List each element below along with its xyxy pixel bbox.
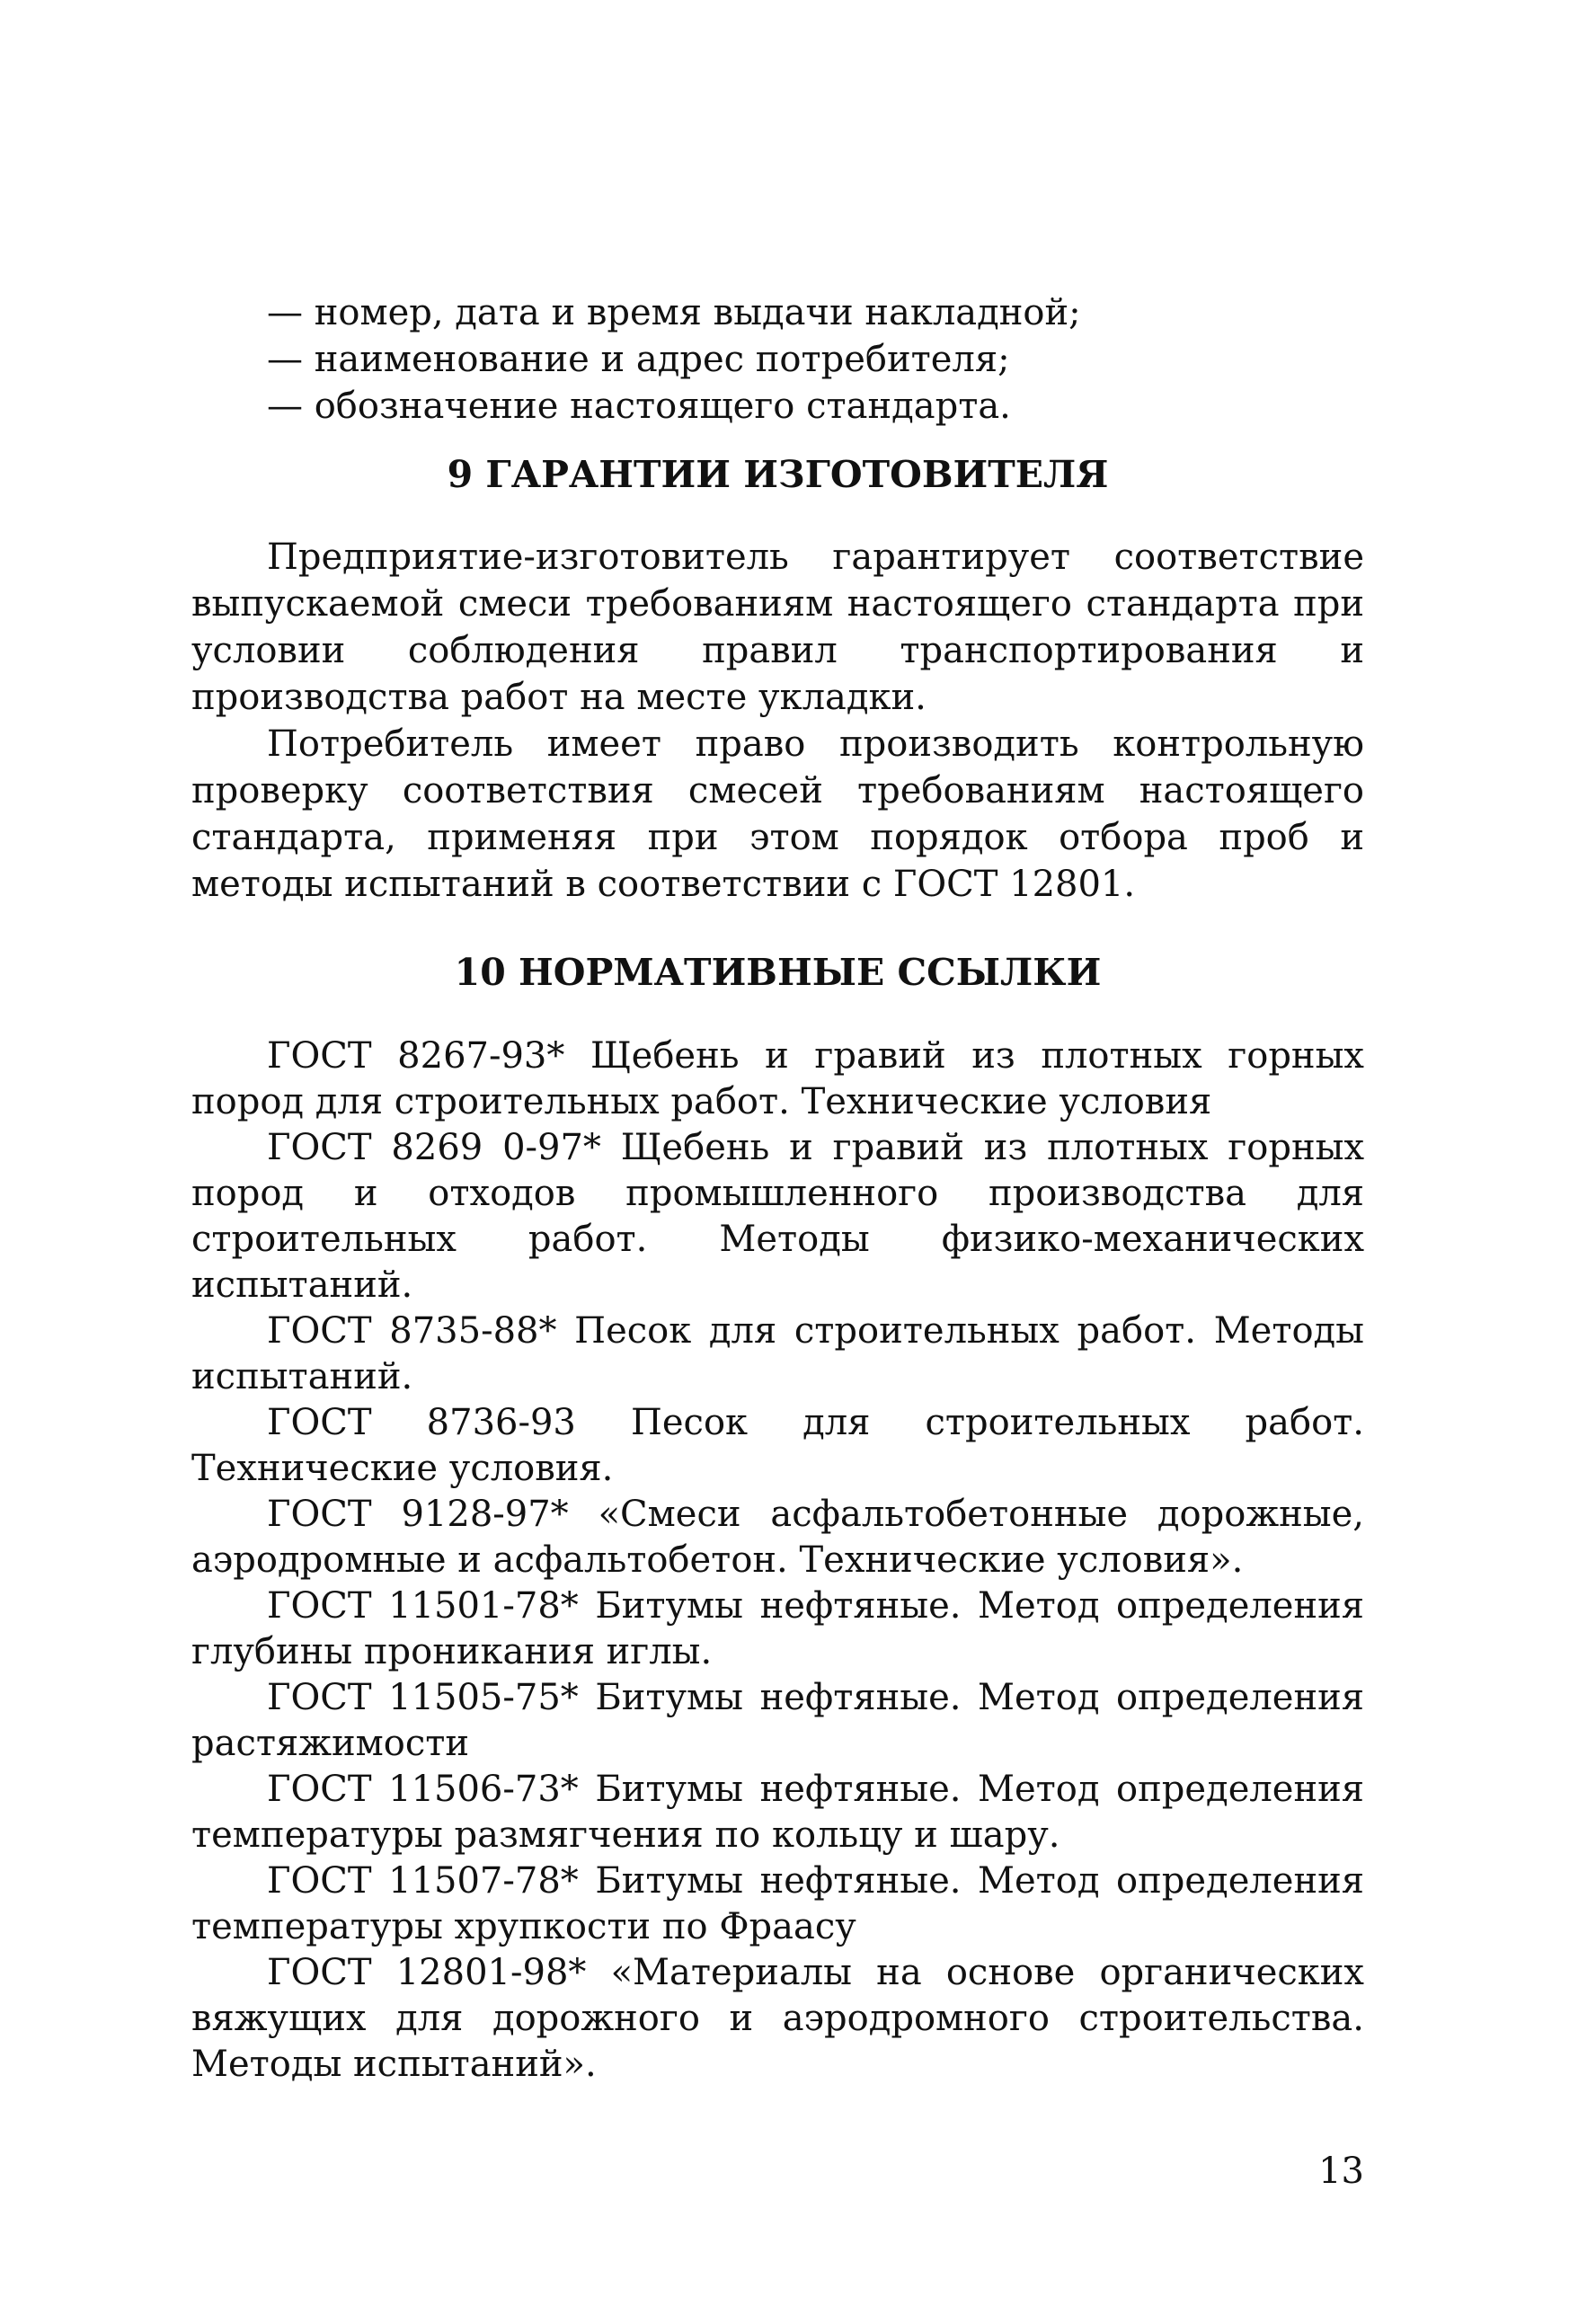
reference-item: ГОСТ 8267-93* Щебень и гравий из плотных горных пород для строительных работ. Технические условия — [191, 1035, 1364, 1122]
reference-item: ГОСТ 12801-98* «Материалы на основе органических вяжущих для дорожного и аэродромного строительства. Методы испытаний». — [191, 1952, 1364, 2085]
reference-item: ГОСТ 11501-78* Битумы нефтяные. Метод определения глубины проникания иглы. — [191, 1585, 1364, 1672]
section-9-paragraph: Предприятие-изготовитель гарантирует соответствие выпускаемой смеси требованиям настоящего стандарта при условии соблюдения правил транспортирования и производства работ на месте укладки. — [191, 537, 1364, 718]
reference-item: ГОСТ 11505-75* Битумы нефтяные. Метод определения растяжимости — [191, 1677, 1364, 1764]
section-10-heading: 10 НОРМАТИВНЫЕ ССЫЛКИ — [454, 951, 1102, 994]
reference-item: ГОСТ 11506-73* Битумы нефтяные. Метод определения температуры размягчения по кольцу и шару. — [191, 1769, 1364, 1856]
section-9-heading: 9 ГАРАНТИИ ИЗГОТОВИТЕЛЯ — [447, 453, 1109, 496]
list-item: — обозначение настоящего стандарта. — [267, 386, 1011, 427]
reference-item: ГОСТ 11507-78* Битумы нефтяные. Метод определения температуры хрупкости по Фраасу — [191, 1860, 1364, 1947]
text-column — [191, 289, 1364, 2088]
normative-references-list — [191, 1033, 1364, 2088]
list-item: — номер, дата и время выдачи накладной; — [267, 292, 1081, 333]
page-number: 13 — [1318, 2151, 1364, 2192]
reference-item: ГОСТ 8736-93 Песок для строительных работ. Технические условия. — [191, 1402, 1364, 1489]
list-item: — наименование и адрес потребителя; — [267, 339, 1010, 380]
section-9-paragraph: Потребитель имеет право производить контрольную проверку соответствия смесей требованиям настоящего стандарта, применяя при этом порядок отбора проб и методы испытаний в соответствии с ГОСТ 12801. — [191, 723, 1364, 905]
delivery-note-list — [191, 289, 1364, 430]
reference-item: ГОСТ 8269 0-97* Щебень и гравий из плотных горных пород и отходов промышленного производства для строительных работ. Методы физико-механических испытаний. — [191, 1127, 1364, 1306]
reference-item: ГОСТ 8735-88* Песок для строительных работ. Методы испытаний. — [191, 1310, 1364, 1397]
reference-item: ГОСТ 9128-97* «Смеси асфальтобетонные дорожные, аэродромные и асфальтобетон. Технические условия». — [191, 1494, 1364, 1581]
